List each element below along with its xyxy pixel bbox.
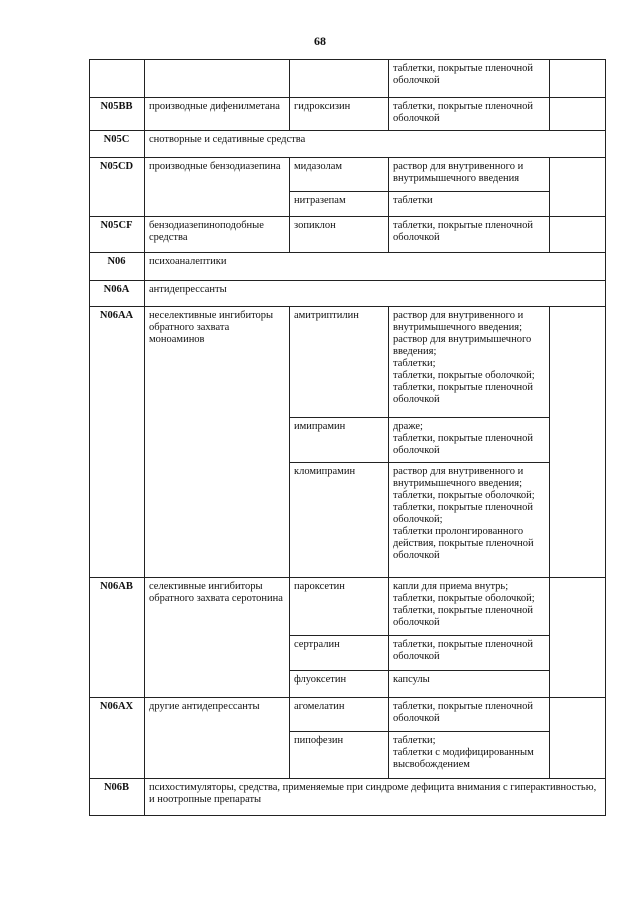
drug-cell: сертралин <box>290 636 389 671</box>
dosage-form-cell: таблетки, покрытые пленочной оболочкой <box>389 60 550 98</box>
drug-table <box>89 59 606 816</box>
table-row <box>90 281 606 307</box>
dosage-form-cell: раствор для внутривенного и внутримышечного введения <box>389 158 550 192</box>
group-cell: селективные ингибиторы обратного захвата серотонина <box>145 578 290 698</box>
drug-cell: зопиклон <box>290 217 389 253</box>
atc-code-cell: N06AA <box>90 307 145 578</box>
dosage-form-cell: раствор для внутривенного и внутримышечного введения; раствор для внутримышечного введения; таблетки; таблетки, покрытые оболочкой; таблетки, покрытые пленочной оболочкой <box>389 307 550 418</box>
drug-cell: имипрамин <box>290 418 389 463</box>
drug-cell: пароксетин <box>290 578 389 636</box>
table-row <box>90 578 606 636</box>
drug-cell: нитразепам <box>290 192 389 217</box>
dosage-form-cell: капли для приема внутрь; таблетки, покрытые оболочкой; таблетки, покрытые пленочной оболочкой <box>389 578 550 636</box>
dosage-form-cell: таблетки, покрытые пленочной оболочкой <box>389 98 550 131</box>
atc-code-cell: N05BB <box>90 98 145 131</box>
dosage-form-cell: таблетки, покрытые пленочной оболочкой <box>389 698 550 732</box>
atc-code-cell: N06A <box>90 281 145 307</box>
atc-code-cell: N06 <box>90 253 145 281</box>
dosage-form-cell: капсулы <box>389 671 550 698</box>
group-cell: производные бензодиазепина <box>145 158 290 217</box>
table-row <box>90 779 606 816</box>
atc-code-cell <box>90 60 145 98</box>
group-cell: антидепрессанты <box>145 281 606 307</box>
empty-cell <box>550 60 606 98</box>
group-cell: производные дифенилметана <box>145 98 290 131</box>
group-cell: бензодиазепиноподобные средства <box>145 217 290 253</box>
dosage-form-cell: таблетки; таблетки с модифицированным высвобождением <box>389 732 550 779</box>
atc-code-cell: N05CD <box>90 158 145 217</box>
table-row <box>90 253 606 281</box>
empty-cell <box>550 578 606 698</box>
page-number: 68 <box>314 34 326 48</box>
empty-cell <box>550 158 606 217</box>
drug-cell: агомелатин <box>290 698 389 732</box>
atc-code-cell: N05C <box>90 131 145 158</box>
dosage-form-cell: раствор для внутривенного и внутримышечного введения; таблетки, покрытые оболочкой; таблетки, покрытые пленочной оболочкой; таблетки пролонгированного действия, покрытые пленочной оболочкой <box>389 463 550 578</box>
dosage-form-cell: таблетки, покрытые пленочной оболочкой <box>389 217 550 253</box>
group-cell: психостимуляторы, средства, применяемые при синдроме дефицита внимания с гиперактивностью, и ноотропные препараты <box>145 779 606 816</box>
empty-cell <box>550 698 606 779</box>
group-cell <box>145 60 290 98</box>
drug-cell: амитриптилин <box>290 307 389 418</box>
group-cell: другие антидепрессанты <box>145 698 290 779</box>
dosage-form-cell: таблетки, покрытые пленочной оболочкой <box>389 636 550 671</box>
atc-code-cell: N06AB <box>90 578 145 698</box>
drug-cell: флуоксетин <box>290 671 389 698</box>
table-row <box>90 698 606 732</box>
drug-cell <box>290 60 389 98</box>
table-row <box>90 158 606 192</box>
atc-code-cell: N05CF <box>90 217 145 253</box>
drug-cell: пипофезин <box>290 732 389 779</box>
empty-cell <box>550 307 606 578</box>
table-row <box>90 98 606 131</box>
group-cell: неселективные ингибиторы обратного захвата моноаминов <box>145 307 290 578</box>
table-row <box>90 217 606 253</box>
table-row <box>90 60 606 98</box>
atc-code-cell: N06B <box>90 779 145 816</box>
drug-cell: кломипрамин <box>290 463 389 578</box>
empty-cell <box>550 217 606 253</box>
table-row <box>90 307 606 418</box>
table-row <box>90 131 606 158</box>
dosage-form-cell: драже; таблетки, покрытые пленочной оболочкой <box>389 418 550 463</box>
dosage-form-cell: таблетки <box>389 192 550 217</box>
group-cell: психоаналептики <box>145 253 606 281</box>
empty-cell <box>550 98 606 131</box>
atc-code-cell: N06AX <box>90 698 145 779</box>
drug-cell: гидроксизин <box>290 98 389 131</box>
group-cell: снотворные и седативные средства <box>145 131 606 158</box>
drug-cell: мидазолам <box>290 158 389 192</box>
